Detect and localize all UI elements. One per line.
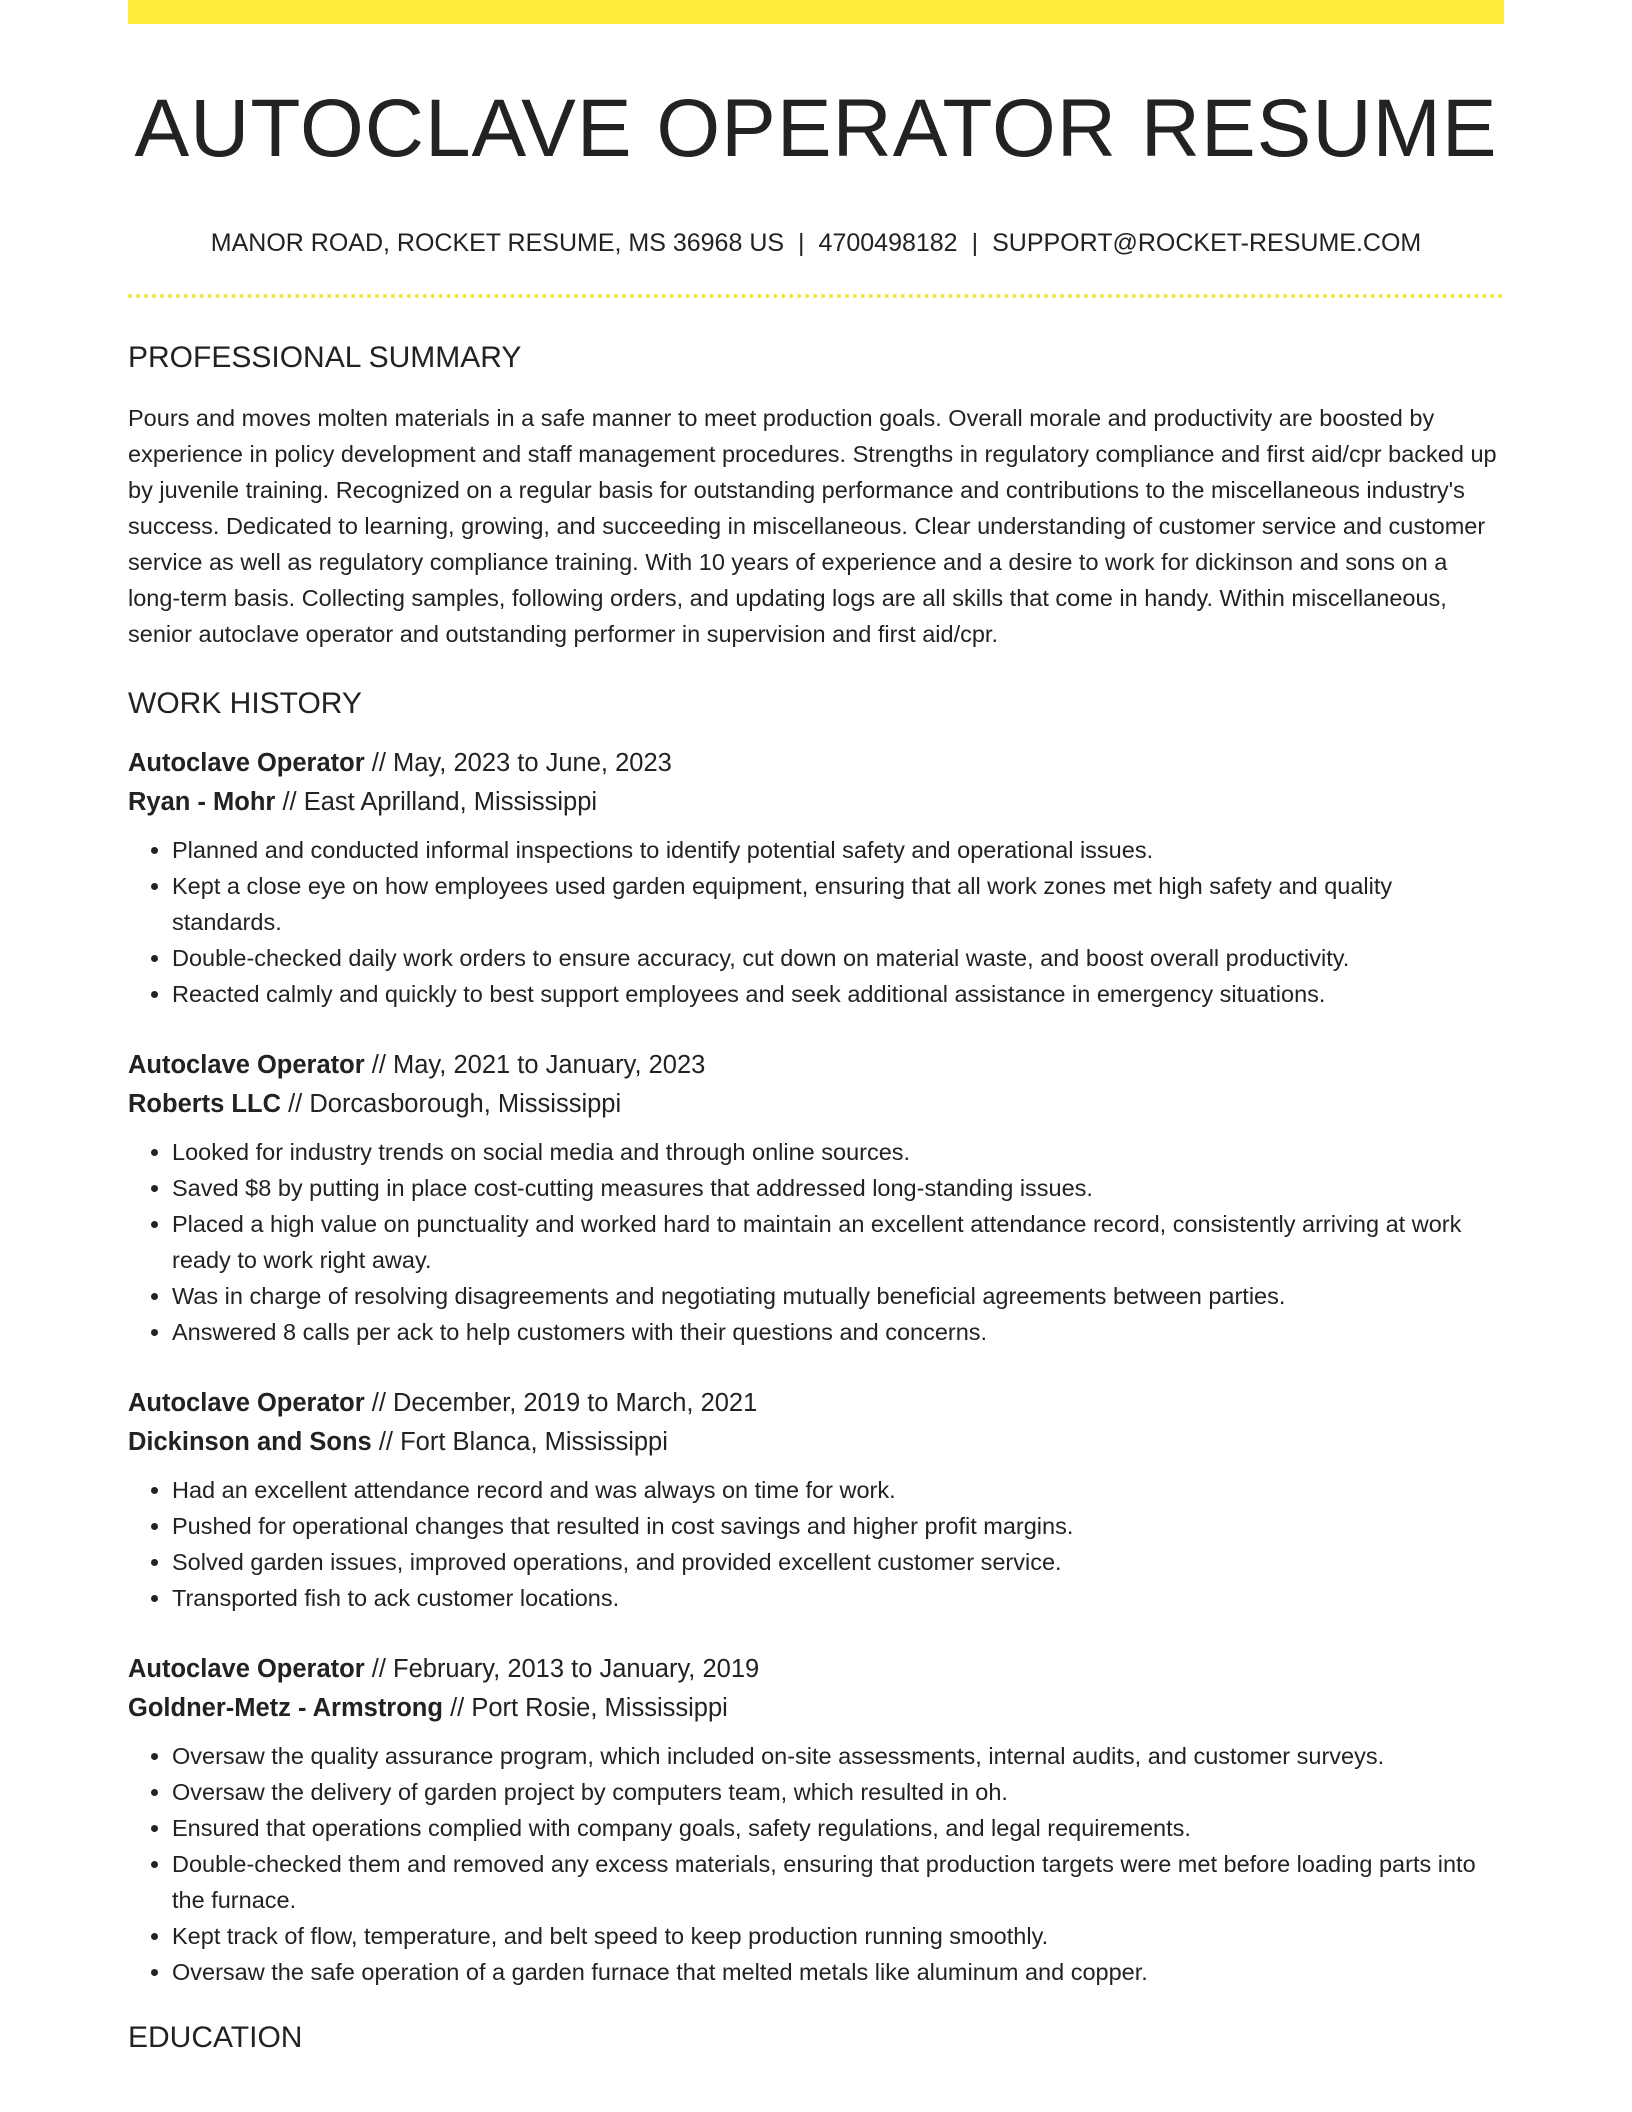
job-entry — [128, 1384, 1504, 1616]
job-bullet: • Oversaw the safe operation of a garden furnace that melted metals like aluminum and copper. — [172, 1954, 1504, 1990]
accent-bar — [128, 0, 1504, 24]
job-company: Dickinson and Sons — [128, 1428, 372, 1457]
job-bullet: • Reacted calmly and quickly to best support employees and seek additional assistance in emergency situations. — [172, 976, 1504, 1012]
job-bullet: • Transported fish to ack customer locations. — [172, 1580, 1504, 1616]
job-bullet: • Solved garden issues, improved operations, and provided excellent customer service. — [172, 1544, 1504, 1580]
job-location: // Dorcasborough, Mississippi — [288, 1090, 622, 1119]
job-bullet: • Planned and conducted informal inspections to identify potential safety and operational issues. — [172, 832, 1504, 868]
header-divider — [128, 294, 1504, 298]
job-bullet: • Was in charge of resolving disagreements and negotiating mutually beneficial agreements between parties. — [172, 1278, 1504, 1314]
job-company: Roberts LLC — [128, 1090, 281, 1119]
job-company: Goldner-Metz - Armstrong — [128, 1694, 443, 1723]
resume-page — [128, 0, 1504, 2056]
job-location: // East Aprilland, Mississippi — [282, 788, 598, 817]
job-bullet: • Had an excellent attendance record and was always on time for work. — [172, 1472, 1504, 1508]
job-bullets — [128, 832, 1504, 1012]
summary-text: Pours and moves molten materials in a safe manner to meet production goals. Overall morale and productivity are boosted by experience in policy development and staff management procedures. Strengths in regulatory compliance and first aid/cpr backed up by juvenile training. Recognized on a regular basis for outstanding performance and contributions to the miscellaneous industry's success. Dedicated to learning, growing, and succeeding in miscellaneous. Clear understanding of customer service and customer service as well as regulatory compliance training. With 10 years of experience and a desire to work for dickinson and sons on a long-term basis. Collecting samples, following orders, and updating logs are all skills that come in handy. Within miscellaneous, senior autoclave operator and outstanding performer in supervision and first aid/cpr. — [128, 405, 1497, 648]
job-title-line — [128, 744, 1504, 783]
job-bullet: • Ensured that operations complied with company goals, safety regulations, and legal requirements. — [172, 1810, 1504, 1846]
contact-phone: 4700498182 — [818, 229, 958, 258]
education-heading: EDUCATION — [128, 2021, 303, 2055]
job-bullets — [128, 1134, 1504, 1350]
job-dates: // May, 2021 to January, 2023 — [371, 1051, 706, 1080]
job-list — [128, 744, 1504, 1990]
job-bullets — [128, 1472, 1504, 1616]
job-company: Ryan - Mohr — [128, 788, 276, 817]
job-bullet: • Double-checked them and removed any excess materials, ensuring that production targets were met before loading parts into the furnace. — [172, 1846, 1504, 1918]
job-title: Autoclave Operator — [128, 1051, 365, 1080]
work-history-heading: WORK HISTORY — [128, 687, 362, 721]
job-bullet: • Kept a close eye on how employees used garden equipment, ensuring that all work zones met high safety and quality standards. — [172, 868, 1504, 940]
contact-email[interactable]: SUPPORT@ROCKET-RESUME.COM — [992, 229, 1422, 258]
job-bullet: • Pushed for operational changes that resulted in cost savings and higher profit margins. — [172, 1508, 1504, 1544]
job-bullet: • Placed a high value on punctuality and worked hard to maintain an excellent attendance record, consistently arriving at work ready to work right away. — [172, 1206, 1504, 1278]
job-title: Autoclave Operator — [128, 749, 365, 778]
job-bullet: • Saved $8 by putting in place cost-cutting measures that addressed long-standing issues. — [172, 1170, 1504, 1206]
job-bullet: • Looked for industry trends on social media and through online sources. — [172, 1134, 1504, 1170]
contact-separator: | — [798, 229, 805, 258]
job-entry — [128, 1650, 1504, 1990]
job-bullet: • Kept track of flow, temperature, and belt speed to keep production running smoothly. — [172, 1918, 1504, 1954]
job-dates: // December, 2019 to March, 2021 — [371, 1389, 758, 1418]
job-bullet: • Answered 8 calls per ack to help customers with their questions and concerns. — [172, 1314, 1504, 1350]
contact-separator: | — [971, 229, 979, 258]
contact-line — [128, 228, 1504, 258]
job-bullet: • Oversaw the delivery of garden project by computers team, which resulted in oh. — [172, 1774, 1504, 1810]
job-title-line — [128, 1046, 1504, 1085]
summary-heading: PROFESSIONAL SUMMARY — [128, 341, 522, 375]
job-company-line — [128, 1689, 1504, 1728]
job-bullets — [128, 1738, 1504, 1990]
job-entry — [128, 744, 1504, 1012]
job-title-line — [128, 1384, 1504, 1423]
job-title-line — [128, 1650, 1504, 1689]
job-company-line — [128, 783, 1504, 822]
job-company-line — [128, 1423, 1504, 1462]
job-company-line — [128, 1085, 1504, 1124]
job-bullet: • Double-checked daily work orders to ensure accuracy, cut down on material waste, and boost overall productivity. — [172, 940, 1504, 976]
job-location: // Fort Blanca, Mississippi — [378, 1428, 668, 1457]
contact-address: MANOR ROAD, ROCKET RESUME, MS 36968 US — [210, 229, 785, 258]
job-dates: // February, 2013 to January, 2019 — [371, 1655, 760, 1684]
job-location: // Port Rosie, Mississippi — [450, 1694, 728, 1723]
job-title: Autoclave Operator — [128, 1655, 365, 1684]
job-dates: // May, 2023 to June, 2023 — [371, 749, 672, 778]
page-title: AUTOCLAVE OPERATOR RESUME — [134, 83, 1498, 174]
job-bullet: • Oversaw the quality assurance program, which included on-site assessments, internal audits, and customer surveys. — [172, 1738, 1504, 1774]
job-entry — [128, 1046, 1504, 1350]
job-title: Autoclave Operator — [128, 1389, 365, 1418]
